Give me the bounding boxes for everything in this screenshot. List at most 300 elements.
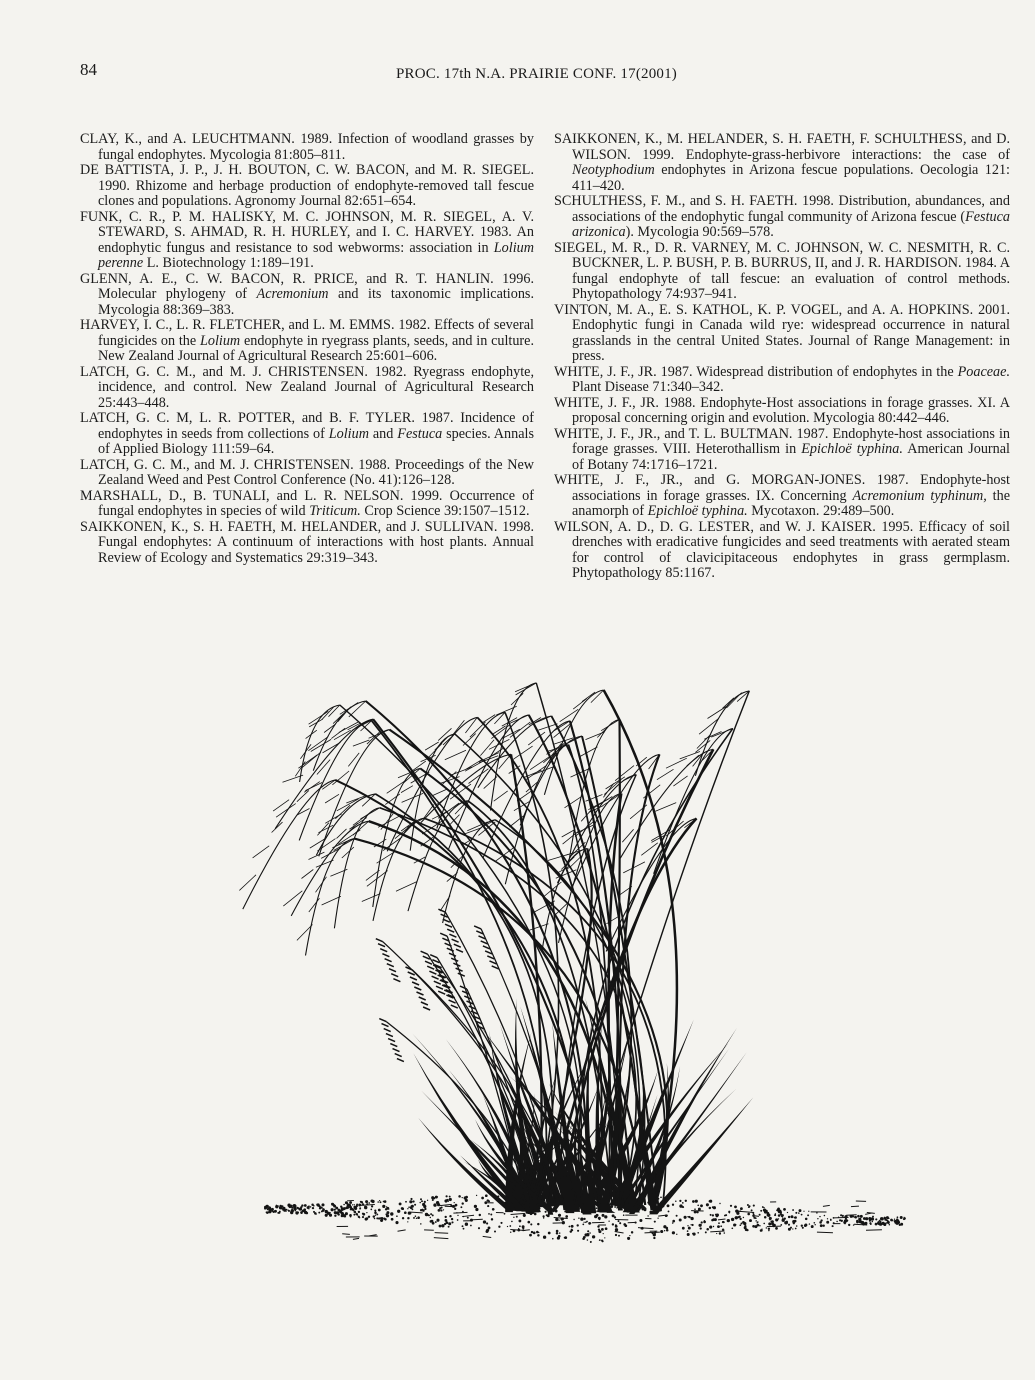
ground-dot bbox=[378, 1217, 380, 1219]
ground-dot bbox=[879, 1222, 882, 1225]
ground-dot bbox=[421, 1200, 423, 1202]
ground-dot bbox=[615, 1225, 618, 1228]
drooping-panicle bbox=[275, 719, 373, 829]
ground-dot bbox=[419, 1202, 421, 1204]
ground-dot bbox=[807, 1214, 809, 1216]
ground-dot bbox=[791, 1215, 794, 1218]
spikelet bbox=[390, 1044, 397, 1047]
ground-dot bbox=[716, 1214, 719, 1217]
ground-dot bbox=[429, 1215, 431, 1217]
ground-dot bbox=[483, 1220, 486, 1223]
ground-dot bbox=[749, 1219, 752, 1222]
ground-dot bbox=[458, 1195, 461, 1198]
ground-dot bbox=[672, 1231, 675, 1234]
reference-entry bbox=[554, 132, 1010, 194]
ground-dot bbox=[709, 1226, 712, 1229]
ground-dot bbox=[596, 1214, 599, 1217]
ground-dot bbox=[844, 1223, 845, 1224]
ground-dot bbox=[672, 1222, 674, 1224]
reference-italic-text: Festuca arizonica bbox=[572, 208, 1010, 240]
drooping-panicle bbox=[291, 821, 369, 916]
ground-dot bbox=[362, 1213, 364, 1215]
panicle-branch bbox=[466, 759, 483, 769]
ground-dot bbox=[297, 1207, 299, 1209]
ground-dot bbox=[410, 1198, 412, 1200]
ground-dot bbox=[291, 1212, 293, 1214]
ground-dot bbox=[827, 1218, 828, 1219]
ground-dot bbox=[769, 1219, 770, 1220]
ground-dot bbox=[848, 1224, 850, 1226]
ground-dot bbox=[832, 1225, 834, 1227]
panicle-branch bbox=[396, 882, 417, 891]
ground-dot bbox=[692, 1200, 695, 1203]
spikelet bbox=[429, 971, 436, 974]
ground-dot bbox=[331, 1208, 334, 1211]
ground-dot bbox=[703, 1221, 706, 1224]
ground-dot bbox=[792, 1228, 793, 1229]
ground-dot bbox=[322, 1210, 324, 1212]
ground-dot bbox=[378, 1209, 381, 1212]
panicle-branch bbox=[272, 822, 283, 832]
ground-dot bbox=[577, 1230, 579, 1232]
ground-dot bbox=[668, 1210, 670, 1212]
panicle-branch bbox=[666, 758, 687, 768]
ground-dot bbox=[417, 1216, 420, 1219]
ground-dash bbox=[511, 1213, 526, 1214]
ground-dot bbox=[596, 1210, 598, 1212]
ground-dot bbox=[488, 1213, 490, 1215]
ground-dot bbox=[374, 1218, 376, 1220]
ground-dot bbox=[684, 1216, 687, 1219]
ground-dot bbox=[432, 1214, 434, 1216]
reference-text: Mycotaxon. 29:489–500. bbox=[747, 503, 895, 519]
ground-dot bbox=[357, 1214, 359, 1216]
ground-dot bbox=[764, 1210, 767, 1213]
ground-dash bbox=[817, 1232, 833, 1233]
ground-dot bbox=[811, 1225, 813, 1227]
ground-dash bbox=[823, 1205, 830, 1206]
reference-text: L. Biotechnology 1:189–191. bbox=[143, 255, 314, 271]
reference-text: SIEGEL, M. R., D. R. VARNEY, M. C. JOHNSON, W. C. NESMITH, R. C. BUCKNER, L. P. BUSH, P. B. BURRUS, II, and J. R. HARDISON. 1984. A fungal endophyte of tall fescue: an evaluation of control methods. Phytopathology 74:937–941. bbox=[554, 239, 1010, 302]
ground-dot bbox=[462, 1202, 464, 1204]
ground-dot bbox=[860, 1215, 863, 1218]
ground-dash bbox=[615, 1232, 624, 1233]
ground-dot bbox=[580, 1218, 583, 1221]
ground-dot bbox=[552, 1238, 554, 1240]
ground-dot bbox=[733, 1223, 736, 1226]
ground-dot bbox=[298, 1212, 299, 1213]
ground-dot bbox=[446, 1195, 448, 1197]
ground-dot bbox=[268, 1210, 271, 1213]
panicle-branch bbox=[306, 730, 317, 738]
ground-dot bbox=[277, 1205, 279, 1207]
spikelet bbox=[443, 919, 450, 922]
ground-dot bbox=[433, 1203, 436, 1206]
ground-dot bbox=[405, 1201, 407, 1203]
ground-dot bbox=[805, 1218, 808, 1221]
ground-dot bbox=[487, 1199, 490, 1202]
ground-dot bbox=[836, 1221, 837, 1222]
ground-dot bbox=[486, 1229, 489, 1232]
spikelet bbox=[434, 981, 441, 984]
ground-dot bbox=[562, 1221, 565, 1224]
ground-dot bbox=[413, 1217, 415, 1219]
reference-text: SAIKKONEN, K., M. HELANDER, S. H. FAETH, F. SCHULTHESS, and D. WILSON. 1999. Endophyte-grass-herbivore interactions: the case of bbox=[554, 131, 1010, 163]
reference-entry bbox=[80, 458, 534, 489]
ground-dot bbox=[423, 1205, 426, 1208]
reference-text: the anamorph of bbox=[572, 487, 1010, 519]
ground-dot bbox=[558, 1220, 559, 1221]
ground-dot bbox=[682, 1227, 685, 1230]
ground-dot bbox=[734, 1206, 737, 1209]
reference-italic-text: Acremonium bbox=[256, 286, 329, 302]
drooping-panicle bbox=[408, 801, 468, 911]
reference-text: American Journal of Botany 74:1716–1721. bbox=[572, 441, 1010, 473]
ground-dot bbox=[420, 1223, 422, 1225]
ground-dot bbox=[629, 1235, 630, 1236]
ground-dot bbox=[672, 1220, 675, 1223]
ground-dot bbox=[350, 1216, 352, 1218]
panicle-branch bbox=[337, 829, 347, 839]
references-left-column bbox=[80, 132, 534, 566]
ground-dot bbox=[856, 1220, 859, 1223]
panicle-branch bbox=[597, 723, 612, 738]
ground-dot bbox=[475, 1208, 478, 1211]
ground-dot bbox=[753, 1217, 755, 1219]
ground-dot bbox=[420, 1198, 422, 1200]
ground-dot bbox=[755, 1220, 757, 1222]
ground-dot bbox=[865, 1217, 868, 1220]
reference-text: and its taxonomic implications. Mycologia 88:369–383. bbox=[98, 286, 534, 318]
ground-dot bbox=[763, 1223, 765, 1225]
ground-dot bbox=[792, 1209, 794, 1211]
ground-dot bbox=[815, 1224, 816, 1225]
ground-dot bbox=[872, 1216, 874, 1218]
panicle-branch bbox=[330, 869, 347, 876]
ground-dot bbox=[679, 1219, 682, 1222]
ground-dash bbox=[434, 1238, 449, 1239]
ground-dot bbox=[795, 1212, 797, 1214]
ground-dot bbox=[448, 1222, 451, 1225]
spikelet bbox=[391, 974, 398, 977]
ground-dot bbox=[285, 1210, 287, 1212]
ground-dot bbox=[875, 1223, 878, 1226]
ground-dot bbox=[612, 1223, 614, 1225]
ground-dot bbox=[700, 1227, 702, 1229]
ground-dot bbox=[881, 1217, 884, 1220]
ground-dot bbox=[413, 1200, 415, 1202]
spikelet bbox=[438, 991, 445, 994]
ground-dot bbox=[631, 1231, 633, 1233]
ground-dot bbox=[349, 1201, 352, 1204]
ground-dot bbox=[325, 1212, 327, 1214]
panicle-branch bbox=[421, 837, 434, 846]
panicle-branch bbox=[451, 767, 472, 775]
ground-dot bbox=[768, 1222, 771, 1225]
ground-dot bbox=[588, 1222, 591, 1225]
ground-dot bbox=[371, 1205, 373, 1207]
ground-dot bbox=[599, 1219, 600, 1220]
ground-dot bbox=[605, 1227, 608, 1230]
ground-dot bbox=[397, 1210, 400, 1213]
ground-dot bbox=[599, 1239, 601, 1241]
ground-dot bbox=[768, 1228, 770, 1230]
ground-dot bbox=[368, 1216, 370, 1218]
ground-dot bbox=[888, 1218, 889, 1219]
reference-italic-text: Lolium bbox=[328, 425, 369, 442]
ground-dot bbox=[362, 1216, 364, 1218]
ground-dot bbox=[889, 1224, 890, 1225]
ground-dot bbox=[438, 1209, 441, 1212]
ground-dot bbox=[783, 1208, 786, 1211]
panicle-branch bbox=[463, 734, 476, 746]
ground-dot bbox=[288, 1210, 290, 1212]
seed-heads bbox=[239, 683, 749, 1062]
ground-dot bbox=[706, 1228, 709, 1231]
panicle-branch bbox=[494, 791, 508, 801]
ground-dash bbox=[353, 1238, 359, 1239]
ground-dot bbox=[904, 1217, 906, 1219]
panicle-branch bbox=[509, 715, 529, 724]
ground-dot bbox=[817, 1218, 818, 1219]
panicle-branch bbox=[302, 870, 314, 879]
ground-dot bbox=[826, 1221, 829, 1224]
spikelet bbox=[425, 961, 432, 964]
ground-dot bbox=[527, 1221, 530, 1224]
ground-dot bbox=[266, 1211, 268, 1213]
ground-dot bbox=[587, 1230, 589, 1232]
ground-dot bbox=[407, 1217, 409, 1219]
ground-dot bbox=[455, 1204, 458, 1207]
ground-dot bbox=[857, 1215, 860, 1218]
panicle-branch bbox=[516, 683, 537, 695]
panicle-branch bbox=[401, 786, 413, 793]
ground-dot bbox=[614, 1206, 616, 1208]
ground-dot bbox=[787, 1212, 788, 1213]
spikelet bbox=[389, 969, 396, 972]
drooping-panicle bbox=[483, 721, 570, 858]
reference-entry bbox=[554, 396, 1010, 427]
ground-dot bbox=[819, 1221, 822, 1224]
ground-dash bbox=[851, 1206, 859, 1207]
panicle-branch bbox=[309, 898, 320, 912]
ground-dot bbox=[543, 1236, 546, 1239]
ground-dot bbox=[690, 1217, 693, 1220]
ground-dot bbox=[660, 1196, 662, 1198]
ground-dash bbox=[462, 1215, 474, 1216]
spikelet bbox=[385, 959, 392, 962]
panicle-branch bbox=[445, 750, 466, 760]
spikelet bbox=[440, 933, 447, 936]
ground-dot bbox=[533, 1232, 536, 1235]
ground-dot bbox=[618, 1235, 620, 1237]
spikelet bbox=[449, 1000, 456, 1003]
ground-dot bbox=[304, 1211, 307, 1214]
ground-dot bbox=[537, 1234, 539, 1236]
ground-dot bbox=[687, 1225, 688, 1226]
reference-entry bbox=[80, 489, 534, 520]
ground-dot bbox=[404, 1211, 407, 1214]
ground-dot bbox=[329, 1212, 330, 1213]
ground-dot bbox=[290, 1205, 293, 1208]
ground-dot bbox=[748, 1206, 750, 1208]
reference-text: endophytes in Arizona fescue populations. Oecologia 121: 411–420. bbox=[572, 162, 1010, 194]
ground-dot bbox=[672, 1204, 674, 1206]
ground-dot bbox=[523, 1214, 526, 1217]
ground-dot bbox=[516, 1216, 518, 1218]
reference-entry bbox=[554, 365, 1010, 396]
ground-dot bbox=[486, 1222, 488, 1224]
ground-dot bbox=[573, 1219, 574, 1220]
reference-italic-text: Epichloë typhina. bbox=[647, 503, 748, 519]
ground-dot bbox=[451, 1221, 453, 1223]
panicle-branch bbox=[655, 803, 676, 812]
ground-dot bbox=[687, 1230, 689, 1232]
ground-dot bbox=[433, 1197, 435, 1199]
ground-dot bbox=[739, 1224, 741, 1226]
spikelet bbox=[376, 939, 383, 942]
ground-dot bbox=[382, 1205, 385, 1208]
ground-dot bbox=[604, 1215, 607, 1218]
ground-dot bbox=[571, 1229, 573, 1231]
ground-dot bbox=[663, 1225, 666, 1228]
ground-dot bbox=[804, 1224, 807, 1227]
ground-dot bbox=[301, 1204, 303, 1206]
reference-entry bbox=[554, 520, 1010, 582]
ground-dot bbox=[729, 1212, 730, 1213]
reference-text: WHITE, J. F., JR., and G. MORGAN-JONES. 1987. Endophyte-host associations in forage grasses. IX. Concerning bbox=[554, 472, 1010, 504]
ground-dot bbox=[582, 1224, 584, 1226]
ground-dot bbox=[679, 1200, 681, 1202]
drooping-panicle bbox=[306, 839, 355, 956]
ground-dot bbox=[586, 1221, 588, 1223]
ground-dot bbox=[690, 1224, 691, 1225]
ground-dot bbox=[790, 1227, 792, 1229]
ground-dot bbox=[872, 1221, 874, 1223]
reference-text: VINTON, M. A., E. S. KATHOL, K. P. VOGEL, and A. A. HOPKINS. 2001. Endophytic fungi in Canada wild rye: widespread occurrence in natural grasslands in the central United States. Journal of Range Management: in press. bbox=[554, 301, 1010, 364]
spikelet bbox=[445, 924, 452, 927]
panicle-branch bbox=[704, 732, 721, 740]
spikelet bbox=[421, 951, 428, 954]
grass-clump-illustration bbox=[205, 660, 920, 1300]
ground-dot bbox=[767, 1214, 770, 1217]
spikelet bbox=[447, 948, 454, 951]
ground-dot bbox=[399, 1202, 402, 1205]
ground-dot bbox=[897, 1216, 899, 1218]
ground-dot bbox=[869, 1220, 871, 1222]
ground-dot bbox=[799, 1209, 802, 1212]
ground-dash bbox=[483, 1236, 492, 1237]
spikelet bbox=[384, 1029, 391, 1032]
ground-dot bbox=[657, 1218, 658, 1219]
ground-dot bbox=[623, 1223, 626, 1226]
panicle-branch bbox=[657, 769, 674, 779]
ground-dot bbox=[424, 1208, 426, 1210]
ground-dot bbox=[465, 1223, 468, 1226]
ground-dot bbox=[358, 1211, 360, 1213]
ground-dot bbox=[410, 1206, 413, 1209]
ground-dot bbox=[720, 1225, 722, 1227]
ground-dot bbox=[353, 1214, 355, 1216]
ground-dot bbox=[422, 1209, 424, 1211]
ground-dot bbox=[798, 1212, 800, 1214]
panicle-branch bbox=[333, 714, 343, 724]
reference-text: LATCH, G. C. M., and M. J. CHRISTENSEN. 1982. Ryegrass endophyte, incidence, and control. New Zealand Journal of Agricultural Research 25:443–448. bbox=[80, 363, 534, 411]
ground-dot bbox=[775, 1227, 778, 1230]
ground-dot bbox=[440, 1209, 442, 1211]
reference-italic-text: Lolium perenne bbox=[98, 239, 534, 271]
ground-dot bbox=[364, 1206, 367, 1209]
ground-dot bbox=[391, 1218, 394, 1221]
ground-dot bbox=[766, 1227, 767, 1228]
panicle-branch bbox=[601, 720, 619, 731]
reference-text: SCHULTHESS, F. M., and S. H. FAETH. 1998. Distribution, abundances, and associations of the endophytic fungal community of Arizona fescue ( bbox=[554, 193, 1010, 225]
ground-dot bbox=[498, 1226, 500, 1228]
spikelet bbox=[427, 966, 434, 969]
spikelet bbox=[449, 934, 456, 937]
ground-dot bbox=[697, 1204, 699, 1206]
ground-dot bbox=[457, 1215, 458, 1216]
panicle-branch bbox=[300, 744, 311, 758]
ground-dot bbox=[583, 1218, 585, 1220]
panicle-branch bbox=[630, 805, 647, 819]
ground-dot bbox=[743, 1222, 746, 1225]
grass-stem bbox=[560, 749, 713, 1205]
ground-dot bbox=[430, 1213, 432, 1215]
spikelet bbox=[388, 1039, 395, 1042]
reference-italic-text: Neotyphodium bbox=[572, 162, 655, 178]
spikelet bbox=[382, 1024, 389, 1027]
ground-dot bbox=[556, 1230, 559, 1233]
ground-dot bbox=[559, 1232, 560, 1233]
ground-dot bbox=[529, 1234, 532, 1237]
ground-dot bbox=[618, 1220, 620, 1222]
panicle-branch bbox=[283, 891, 302, 906]
ground-dot bbox=[793, 1222, 795, 1224]
panicle-branch bbox=[385, 794, 400, 805]
ground-dot bbox=[355, 1212, 357, 1214]
ground-dot bbox=[511, 1221, 513, 1223]
panicle-branch bbox=[727, 693, 742, 708]
ground-dash bbox=[470, 1219, 482, 1220]
ground-dot bbox=[317, 1203, 320, 1206]
ground-dot bbox=[735, 1217, 737, 1219]
ground-dot bbox=[875, 1218, 877, 1220]
ground-dot bbox=[530, 1223, 532, 1225]
ground-dot bbox=[373, 1215, 375, 1217]
ground-dash bbox=[440, 1204, 452, 1205]
ground-dot bbox=[304, 1204, 307, 1207]
ground-dot bbox=[603, 1233, 604, 1234]
ground-dot bbox=[713, 1206, 716, 1209]
ground-dot bbox=[439, 1207, 441, 1209]
ground-dot bbox=[778, 1218, 779, 1219]
ground-dot bbox=[884, 1217, 886, 1219]
panicle-branch bbox=[309, 711, 329, 724]
reference-entry bbox=[80, 210, 534, 272]
ground-dot bbox=[719, 1232, 721, 1234]
ground-dot bbox=[490, 1214, 492, 1216]
ground-dot bbox=[300, 1209, 301, 1210]
ground-dot bbox=[592, 1235, 595, 1238]
ground-dot bbox=[823, 1225, 825, 1227]
ground-dot bbox=[500, 1222, 502, 1224]
ground-dot bbox=[386, 1207, 389, 1210]
ground-dot bbox=[435, 1196, 438, 1199]
ground-dot bbox=[313, 1211, 315, 1213]
ground-dot bbox=[716, 1233, 717, 1234]
panicle-branch bbox=[513, 746, 533, 760]
